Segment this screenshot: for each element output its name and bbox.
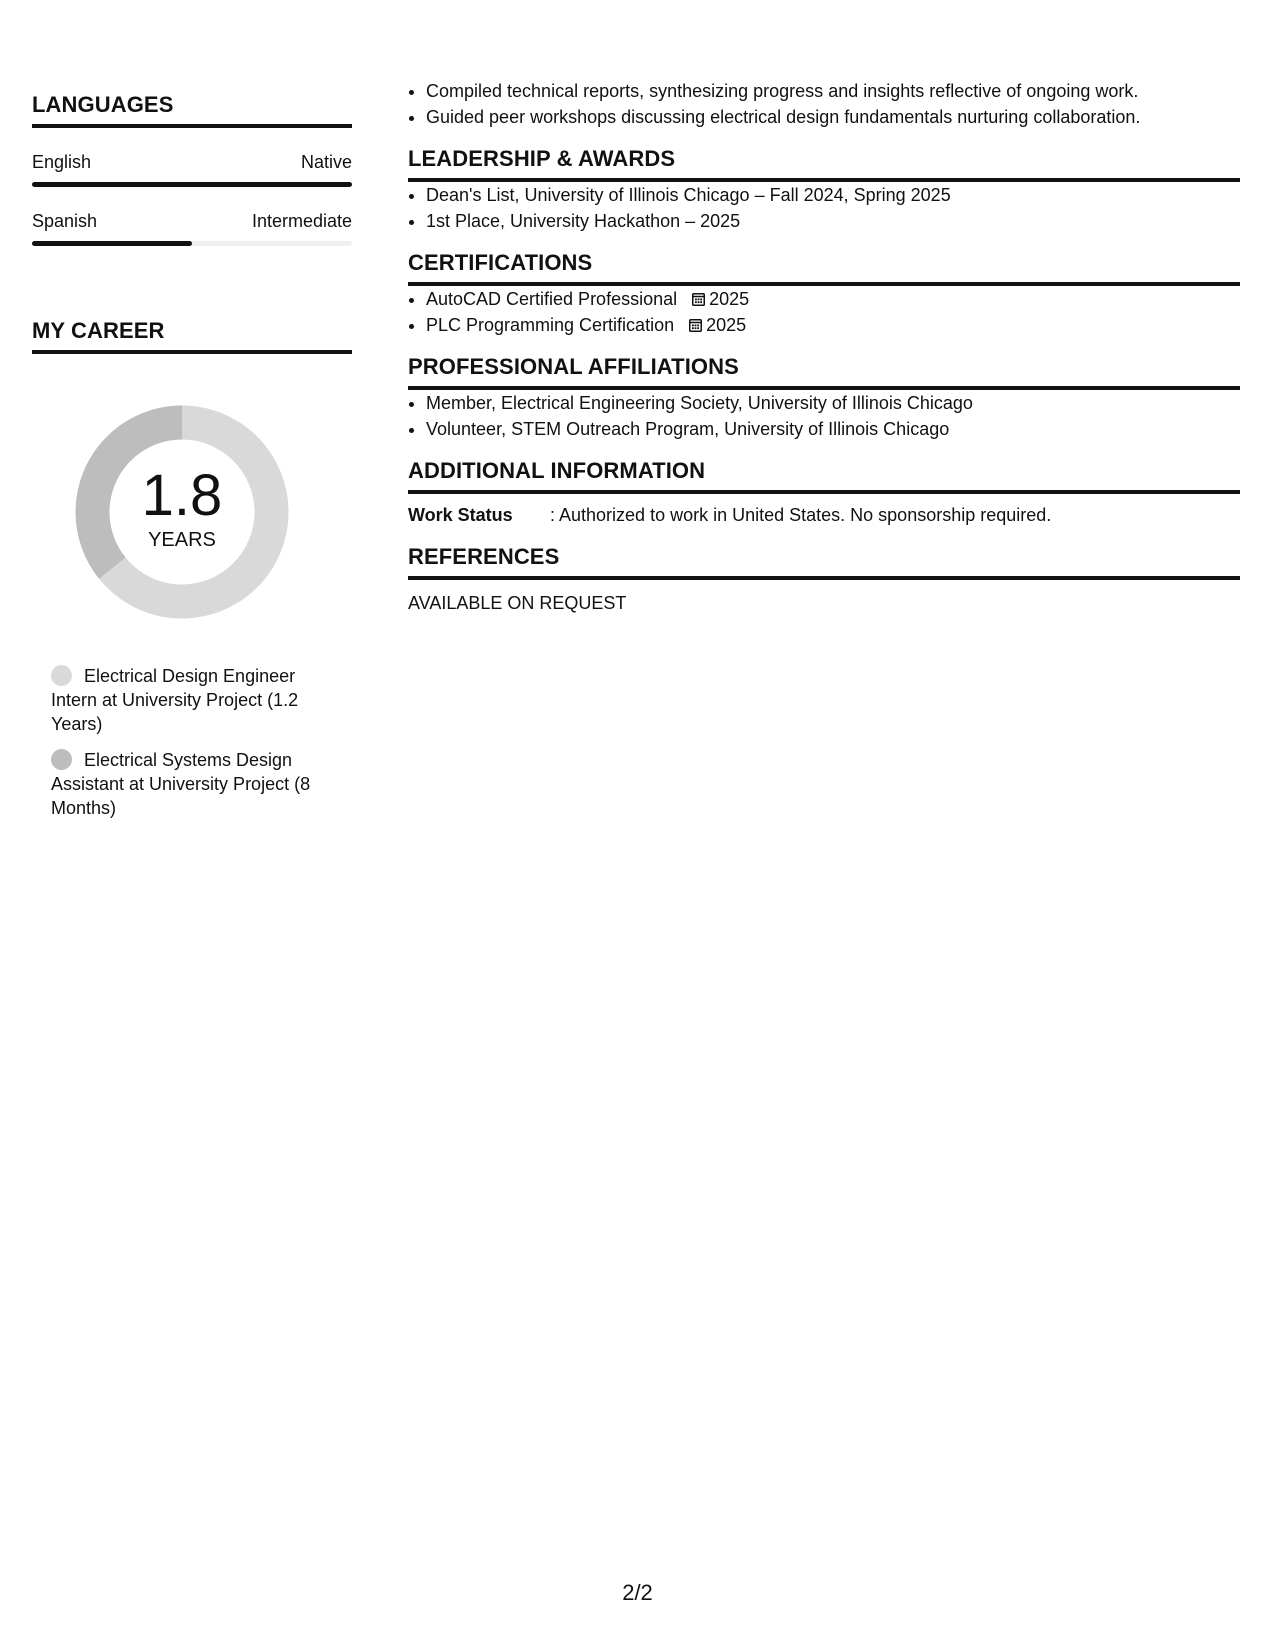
career-legend-item [51, 748, 341, 820]
language-name: English [32, 152, 92, 172]
legend-label: Electrical Design Engineer Intern at University Project (1.2 Years) [51, 666, 299, 734]
list-item [426, 286, 1240, 312]
page-number: 2/2 [622, 1580, 653, 1605]
list-item: • 1st Place, University Hackathon – 2025 [426, 208, 1240, 234]
work-status-value: : Authorized to work in United States. No sponsorship required. [550, 505, 1052, 525]
list-item: • Compiled technical reports, synthesizing progress and insights reflective of ongoing work. [426, 78, 1240, 104]
legend-dot-icon [51, 749, 72, 770]
work-status-label: Work Status [408, 505, 513, 525]
affiliations-list [408, 390, 1240, 442]
certification-year: 2025 [706, 315, 747, 335]
language-proficiency-bar [32, 241, 352, 246]
career-total-value: 1.8 [141, 462, 223, 528]
language-level: Native [300, 152, 352, 172]
certifications-heading: CERTIFICATIONS [408, 250, 1240, 286]
work-status-row [408, 502, 1240, 528]
certification-year: 2025 [709, 289, 750, 309]
leadership-list [408, 182, 1240, 234]
list-item [426, 312, 1240, 338]
list-item: • Guided peer workshops discussing electrical design fundamentals nurturing collaboration. [426, 104, 1240, 130]
language-proficiency-fill [32, 241, 192, 246]
legend-label: Electrical Systems Design Assistant at University Project (8 Months) [51, 750, 311, 818]
references-text: AVAILABLE ON REQUEST [408, 593, 627, 613]
career-legend-item [51, 664, 341, 736]
language-proficiency-bar [32, 182, 352, 187]
career-donut-chart [66, 396, 298, 628]
career-total-unit: YEARS [148, 528, 216, 551]
career-legend [51, 664, 341, 820]
language-proficiency-fill [32, 182, 352, 187]
career-heading: MY CAREER [32, 318, 352, 354]
career-total [66, 396, 298, 628]
list-item: • Dean's List, University of Illinois Chicago – Fall 2024, Spring 2025 [426, 182, 1240, 208]
list-item: • Volunteer, STEM Outreach Program, University of Illinois Chicago [426, 416, 1240, 442]
main-content [408, 78, 1240, 616]
calendar-icon [689, 318, 702, 332]
language-item-spanish [32, 211, 352, 246]
languages-heading: LANGUAGES [32, 92, 352, 128]
language-item-english [32, 152, 352, 187]
list-item: • Member, Electrical Engineering Society, University of Illinois Chicago [426, 390, 1240, 416]
certification-name: AutoCAD Certified Professional [426, 289, 678, 309]
sidebar [32, 92, 352, 832]
additional-info-heading: ADDITIONAL INFORMATION [408, 458, 1240, 494]
certification-name: PLC Programming Certification [426, 315, 675, 335]
experience-bullets [408, 78, 1240, 130]
affiliations-heading: PROFESSIONAL AFFILIATIONS [408, 354, 1240, 390]
legend-dot-icon [51, 665, 72, 686]
certifications-list [408, 286, 1240, 338]
language-level: Intermediate [251, 211, 352, 231]
language-name: Spanish [32, 211, 98, 231]
leadership-heading: LEADERSHIP & AWARDS [408, 146, 1240, 182]
references-heading: REFERENCES [408, 544, 1240, 580]
calendar-icon [692, 292, 705, 306]
